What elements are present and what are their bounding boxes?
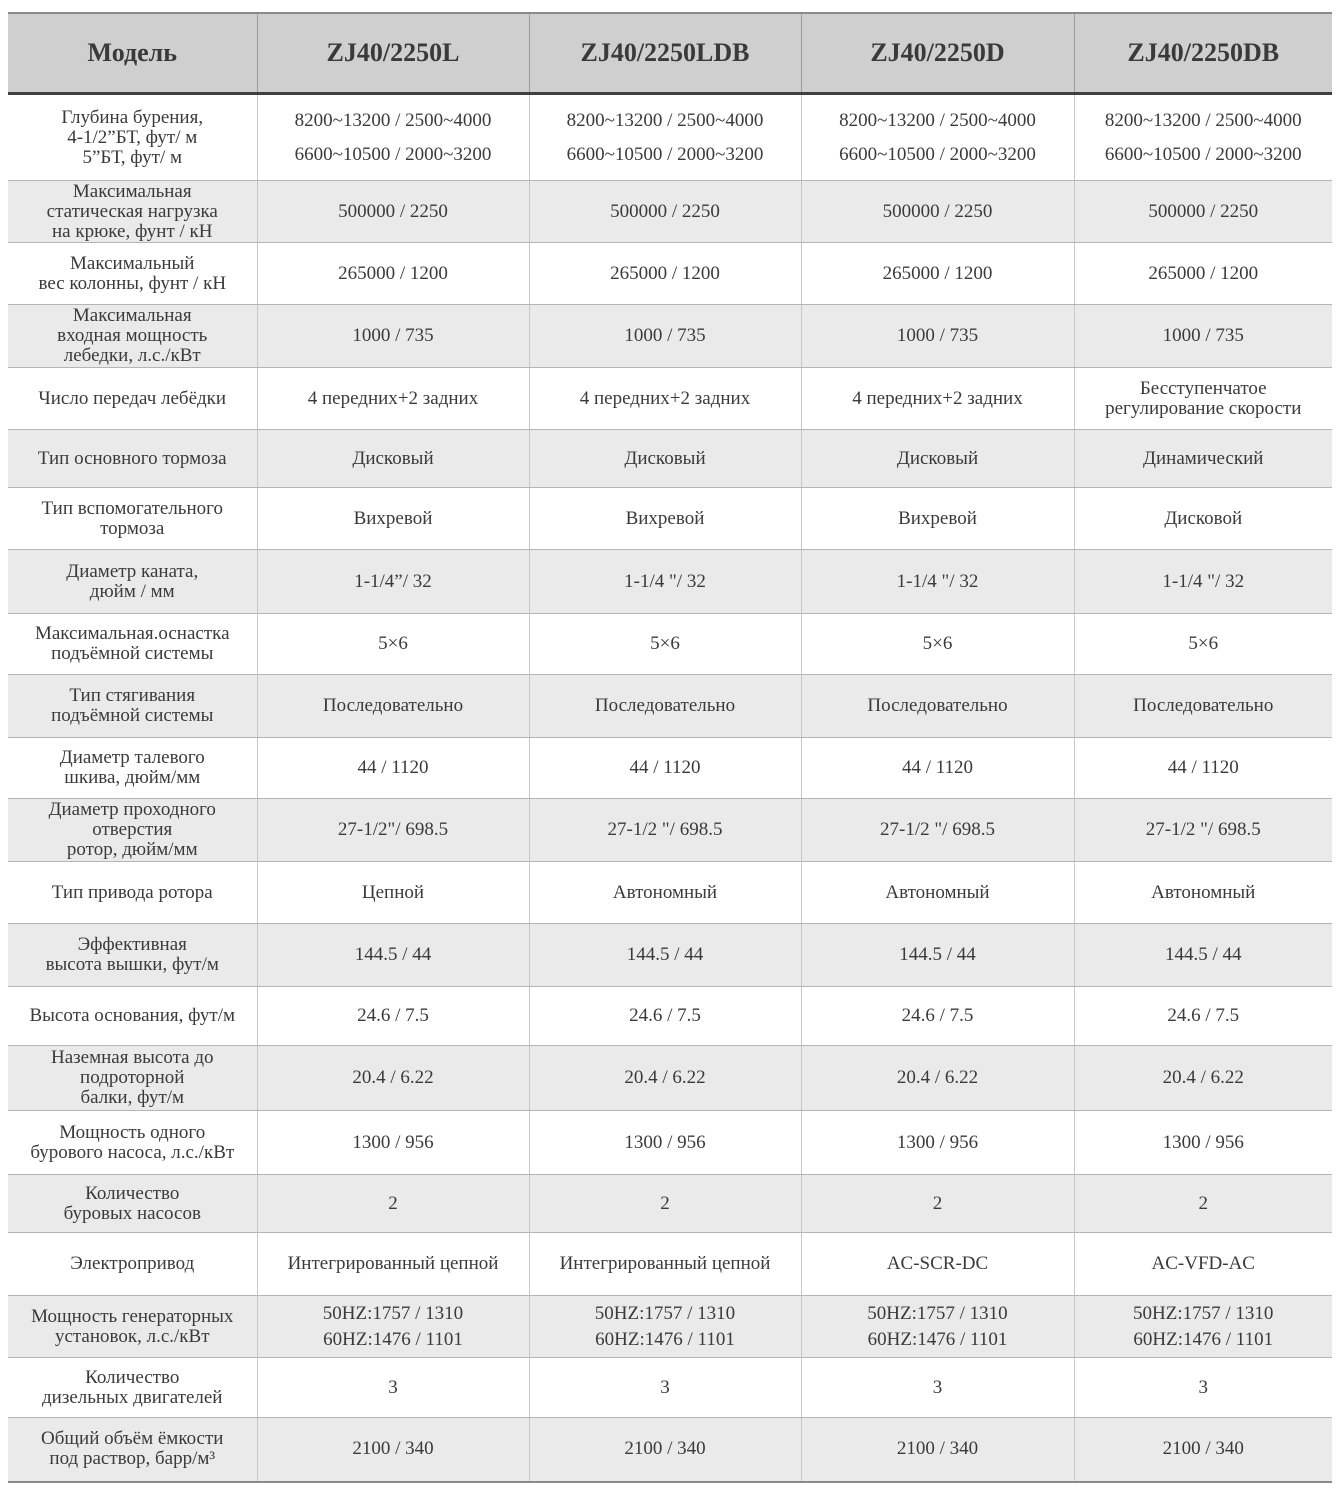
row-label-line: дюйм / мм (89, 580, 175, 602)
table-cell (529, 430, 801, 488)
cell-value: 3 (660, 1376, 670, 1398)
table-cell (529, 94, 801, 181)
table-cell (529, 738, 801, 799)
cell-value: 2100 / 340 (896, 1438, 979, 1460)
table-row (8, 1175, 1332, 1233)
table-cell (529, 181, 801, 243)
table-cell (257, 738, 529, 799)
row-label-line: Мощность одного (59, 1121, 206, 1143)
cell-value: Вихревой (625, 507, 705, 529)
cell-value: Дисковый (896, 447, 979, 469)
row-label-line: статическая нагрузка (46, 200, 218, 222)
cell-value: 2 (660, 1192, 670, 1214)
cell-value: 2100 / 340 (624, 1438, 706, 1460)
table-cell (257, 924, 529, 987)
table-cell (257, 243, 529, 305)
row-label-line: буровых насосов (63, 1202, 201, 1224)
table-cell (801, 1233, 1074, 1296)
row-label (8, 675, 257, 738)
row-label (8, 1358, 257, 1418)
row-label (8, 550, 257, 614)
row-label (8, 1296, 257, 1358)
table-row (8, 1111, 1332, 1175)
table-cell (801, 430, 1074, 488)
table-cell (529, 987, 801, 1046)
row-label-line: лебедки, л.с./кВт (63, 345, 201, 366)
table-row (8, 1046, 1332, 1111)
table-cell (801, 94, 1074, 181)
table-cell (801, 181, 1074, 243)
table-cell (257, 488, 529, 550)
row-label (8, 488, 257, 550)
table-cell (529, 1358, 801, 1418)
cell-value: 1-1/4 "/ 32 (624, 570, 706, 592)
cell-value: 8200~13200 / 2500~4000 (1104, 109, 1302, 131)
cell-value: 24.6 / 7.5 (1167, 1005, 1240, 1026)
cell-value: 50HZ:1757 / 1310 (594, 1302, 736, 1324)
row-label (8, 94, 257, 181)
spec-table (8, 12, 1332, 1483)
cell-value: 1-1/4 "/ 32 (896, 570, 979, 592)
table-cell (801, 924, 1074, 987)
row-label-line: под раствор, барр/м³ (49, 1448, 216, 1470)
table-header (8, 13, 1332, 94)
table-cell (529, 243, 801, 305)
row-label-line: Тип стягивания (69, 685, 196, 706)
row-label-line: Тип основного тормоза (37, 447, 227, 469)
row-label (8, 243, 257, 305)
cell-value: 20.4 / 6.22 (352, 1067, 434, 1088)
row-label (8, 368, 257, 430)
row-label-line: входная мощность (57, 325, 208, 346)
table-cell (1074, 550, 1332, 614)
table-cell (257, 675, 529, 738)
row-label (8, 1175, 257, 1233)
row-label-line: Мощность генераторных (31, 1305, 234, 1327)
table-cell (801, 1418, 1074, 1482)
row-label-line: высота вышки, фут/м (45, 954, 219, 975)
table-row (8, 430, 1332, 488)
cell-value: Вихревой (353, 507, 433, 529)
cell-value: 44 / 1120 (629, 757, 701, 778)
cell-value: 144.5 / 44 (354, 944, 432, 965)
header-row (8, 13, 1332, 94)
table-cell (801, 550, 1074, 614)
table-cell (1074, 1233, 1332, 1296)
row-label (8, 430, 257, 488)
row-label-line: отверстия (92, 819, 173, 840)
table-row (8, 987, 1332, 1046)
table-cell (257, 368, 529, 430)
table-row (8, 614, 1332, 675)
cell-value: 44 / 1120 (1167, 757, 1239, 778)
table-row (8, 1358, 1332, 1418)
cell-value: 6600~10500 / 2000~3200 (566, 143, 764, 165)
row-label-line: ротор, дюйм/мм (66, 839, 198, 860)
table-cell (1074, 862, 1332, 924)
table-cell (1074, 430, 1332, 488)
table-cell (801, 1046, 1074, 1111)
table-cell (529, 1111, 801, 1175)
table-cell (1074, 1046, 1332, 1111)
cell-value: 20.4 / 6.22 (624, 1067, 706, 1088)
cell-value: 1300 / 956 (624, 1131, 706, 1153)
row-label (8, 1418, 257, 1482)
row-label-line: установок, л.с./кВт (54, 1325, 210, 1347)
row-label-line: Тип вспомогательного (41, 497, 223, 519)
table-cell (1074, 181, 1332, 243)
table-cell (1074, 305, 1332, 368)
table-cell (1074, 799, 1332, 862)
cell-value: Интегрированный цепной (287, 1253, 499, 1274)
row-label-line: Максимальный (70, 252, 195, 274)
table-row (8, 243, 1332, 305)
cell-value: 20.4 / 6.22 (1162, 1067, 1244, 1088)
cell-value: 2 (932, 1192, 943, 1214)
row-label-line: вес колонны, фунт / кН (38, 272, 227, 294)
cell-value: 500000 / 2250 (1148, 200, 1259, 222)
cell-value: Автономный (1151, 881, 1256, 903)
row-label-line: подроторной (80, 1067, 185, 1088)
header-model-1: ZJ40/2250L (257, 13, 529, 94)
table-cell (529, 614, 801, 675)
row-label-line: Число передач лебёдки (38, 387, 227, 409)
row-label (8, 987, 257, 1046)
table-cell (1074, 1418, 1332, 1482)
cell-value: Последовательно (594, 695, 736, 716)
table-cell (801, 1296, 1074, 1358)
row-label-line: тормоза (100, 517, 165, 539)
row-label-line: 5”БТ, фут/ м (82, 146, 182, 168)
row-label-line: Диаметр каната, (66, 560, 199, 582)
cell-value: Бесступенчатое (1139, 377, 1267, 399)
cell-value: 8200~13200 / 2500~4000 (294, 109, 492, 131)
row-label-line: Высота основания, фут/м (29, 1005, 236, 1026)
table-cell (529, 1046, 801, 1111)
table-cell (257, 1418, 529, 1482)
table-cell (257, 1046, 529, 1111)
row-label-line: подъёмной системы (51, 643, 214, 664)
cell-value: 4 передних+2 задних (307, 387, 479, 409)
cell-value: 50HZ:1757 / 1310 (322, 1302, 464, 1324)
table-row (8, 550, 1332, 614)
table-cell (257, 1296, 529, 1358)
cell-value: 1300 / 956 (1162, 1131, 1244, 1153)
cell-value: 27-1/2 "/ 698.5 (607, 819, 723, 840)
table-cell (257, 862, 529, 924)
row-label-line: Тип привода ротора (51, 881, 213, 903)
table-cell (1074, 94, 1332, 181)
cell-value: 2100 / 340 (1162, 1438, 1244, 1460)
row-label (8, 1233, 257, 1296)
cell-value: 4 передних+2 задних (579, 387, 751, 409)
table-cell (529, 1175, 801, 1233)
cell-value: 60HZ:1476 / 1101 (323, 1328, 463, 1350)
table-cell (529, 305, 801, 368)
table-row (8, 1233, 1332, 1296)
cell-value: 2 (1198, 1192, 1208, 1214)
table-cell (529, 862, 801, 924)
cell-value: 6600~10500 / 2000~3200 (839, 143, 1036, 165)
cell-value: AC-VFD-AC (1151, 1253, 1255, 1274)
row-label (8, 738, 257, 799)
cell-value: 27-1/2"/ 698.5 (337, 819, 449, 840)
row-label-line: Максимальная (72, 305, 192, 326)
cell-value: 60HZ:1476 / 1101 (867, 1328, 1008, 1350)
row-label (8, 1046, 257, 1111)
cell-value: 1000 / 735 (1162, 325, 1244, 346)
cell-value: Дисковый (624, 447, 706, 469)
cell-value: AC-SCR-DC (886, 1253, 989, 1274)
table-cell (529, 368, 801, 430)
table-cell (257, 94, 529, 181)
table-cell (257, 1111, 529, 1175)
cell-value: 144.5 / 44 (1164, 944, 1242, 965)
row-label-line: Максимальная (72, 180, 192, 202)
table-cell (801, 614, 1074, 675)
table-cell (529, 1233, 801, 1296)
row-label-line: Электропривод (70, 1253, 195, 1274)
table-row (8, 305, 1332, 368)
table-cell (529, 1418, 801, 1482)
table-cell (529, 799, 801, 862)
table-cell (801, 1111, 1074, 1175)
table-cell (1074, 614, 1332, 675)
table-cell (257, 550, 529, 614)
cell-value: 265000 / 1200 (1148, 262, 1259, 284)
table-cell (801, 675, 1074, 738)
table-cell (801, 1175, 1074, 1233)
cell-value: 1-1/4”/ 32 (354, 570, 432, 592)
cell-value: Интегрированный цепной (559, 1253, 771, 1274)
cell-value: Последовательно (1133, 695, 1274, 716)
cell-value: 265000 / 1200 (882, 262, 993, 284)
cell-value: 60HZ:1476 / 1101 (1133, 1328, 1274, 1350)
cell-value: регулирование скорости (1105, 397, 1302, 419)
cell-value: 4 передних+2 задних (852, 387, 1023, 409)
cell-value: 27-1/2 "/ 698.5 (1145, 819, 1261, 840)
cell-value: 3 (1198, 1376, 1208, 1398)
row-label (8, 305, 257, 368)
row-label-line: Количество (85, 1182, 180, 1204)
table-cell (1074, 1111, 1332, 1175)
row-label-line: Диаметр талевого (59, 747, 205, 768)
row-label-line: Общий объём ёмкости (41, 1428, 224, 1450)
row-label-line: Количество (85, 1366, 180, 1388)
table-cell (1074, 368, 1332, 430)
table-row (8, 924, 1332, 987)
cell-value: 144.5 / 44 (899, 944, 976, 965)
table-cell (529, 1296, 801, 1358)
row-label-line: дизельных двигателей (42, 1386, 223, 1408)
cell-value: 500000 / 2250 (610, 200, 720, 222)
table-cell (801, 799, 1074, 862)
cell-value: 3 (388, 1376, 398, 1398)
table-row (8, 181, 1332, 243)
table-row (8, 1296, 1332, 1358)
table-cell (1074, 1358, 1332, 1418)
table-cell (801, 738, 1074, 799)
cell-value: 6600~10500 / 2000~3200 (1104, 143, 1302, 165)
table-cell (1074, 675, 1332, 738)
table-cell (257, 181, 529, 243)
row-label-line: 4-1/2”БТ, фут/ м (67, 126, 198, 148)
cell-value: Вихревой (898, 507, 977, 529)
table-body (8, 94, 1332, 1482)
cell-value: 60HZ:1476 / 1101 (595, 1328, 735, 1350)
table-cell (801, 1358, 1074, 1418)
table-row (8, 799, 1332, 862)
cell-value: 5×6 (922, 633, 953, 654)
cell-value: 500000 / 2250 (338, 200, 448, 222)
table-cell (801, 488, 1074, 550)
table-cell (801, 987, 1074, 1046)
table-cell (257, 1358, 529, 1418)
row-label-line: шкива, дюйм/мм (64, 767, 201, 788)
table-cell (257, 799, 529, 862)
cell-value: 2100 / 340 (352, 1438, 434, 1460)
row-label (8, 1111, 257, 1175)
row-label-line: Диаметр проходного (48, 799, 216, 820)
cell-value: 5×6 (378, 633, 408, 654)
table-cell (257, 614, 529, 675)
cell-value: Последовательно (322, 695, 464, 716)
table-cell (257, 305, 529, 368)
cell-value: 44 / 1120 (901, 757, 974, 778)
row-label-line: подъёмной системы (51, 705, 214, 726)
cell-value: 6600~10500 / 2000~3200 (294, 143, 492, 165)
table-cell (801, 243, 1074, 305)
row-label-line: Максимальная.оснастка (34, 623, 230, 644)
table-row (8, 488, 1332, 550)
table-row (8, 1418, 1332, 1482)
row-label (8, 799, 257, 862)
table-cell (257, 1233, 529, 1296)
table-cell (1074, 1175, 1332, 1233)
table-cell (1074, 738, 1332, 799)
table-cell (801, 305, 1074, 368)
cell-value: 20.4 / 6.22 (896, 1067, 979, 1088)
cell-value: 5×6 (1188, 633, 1219, 654)
cell-value: 50HZ:1757 / 1310 (867, 1302, 1008, 1324)
header-model-4: ZJ40/2250DB (1074, 13, 1332, 94)
table-cell (1074, 1296, 1332, 1358)
row-label (8, 862, 257, 924)
table-cell (1074, 924, 1332, 987)
cell-value: 5×6 (650, 633, 680, 654)
cell-value: Автономный (612, 881, 718, 903)
cell-value: 44 / 1120 (357, 757, 429, 778)
cell-value: 144.5 / 44 (626, 944, 704, 965)
header-model-2: ZJ40/2250LDB (529, 13, 801, 94)
table-cell (1074, 243, 1332, 305)
cell-value: Автономный (885, 881, 990, 903)
cell-value: 2 (388, 1192, 398, 1214)
row-label-line: на крюке, фунт / кН (51, 220, 213, 242)
cell-value: 27-1/2 "/ 698.5 (880, 819, 995, 840)
cell-value: Динамический (1143, 447, 1264, 469)
cell-value: Дисковый (352, 447, 434, 469)
cell-value: 1000 / 735 (624, 325, 706, 346)
table-cell (257, 430, 529, 488)
cell-value: Последовательно (867, 695, 1008, 716)
table-cell (257, 1175, 529, 1233)
cell-value: 24.6 / 7.5 (901, 1005, 974, 1026)
table-row (8, 862, 1332, 924)
header-model-label: Модель (8, 13, 257, 94)
table-cell (1074, 488, 1332, 550)
cell-value: 1300 / 956 (896, 1131, 979, 1153)
row-label-line: балки, фут/м (80, 1087, 185, 1108)
cell-value: Дисковой (1164, 507, 1243, 529)
row-label (8, 924, 257, 987)
table-cell (1074, 987, 1332, 1046)
cell-value: 8200~13200 / 2500~4000 (839, 109, 1036, 131)
row-label-line: Эффективная (77, 934, 187, 955)
table-cell (529, 675, 801, 738)
cell-value: 24.6 / 7.5 (629, 1005, 701, 1026)
table-cell (529, 550, 801, 614)
row-label (8, 614, 257, 675)
cell-value: 1-1/4 "/ 32 (1162, 570, 1245, 592)
cell-value: Цепной (361, 881, 425, 903)
table-row (8, 675, 1332, 738)
header-model-3: ZJ40/2250D (801, 13, 1074, 94)
table-cell (529, 488, 801, 550)
cell-value: 3 (932, 1376, 943, 1398)
cell-value: 1000 / 735 (896, 325, 979, 346)
table-row (8, 368, 1332, 430)
row-label-line: Наземная высота до (50, 1047, 214, 1068)
table-cell (257, 987, 529, 1046)
table-cell (529, 924, 801, 987)
cell-value: 500000 / 2250 (882, 200, 993, 222)
cell-value: 50HZ:1757 / 1310 (1133, 1302, 1274, 1324)
row-label-line: бурового насоса, л.с./кВт (30, 1141, 235, 1163)
table-row (8, 738, 1332, 799)
row-label (8, 181, 257, 243)
cell-value: 265000 / 1200 (338, 262, 448, 284)
table-cell (801, 862, 1074, 924)
table-cell (801, 368, 1074, 430)
row-label-line: Глубина бурения, (61, 106, 204, 128)
cell-value: 8200~13200 / 2500~4000 (566, 109, 764, 131)
cell-value: 1300 / 956 (352, 1131, 434, 1153)
cell-value: 1000 / 735 (352, 325, 434, 346)
cell-value: 265000 / 1200 (610, 262, 720, 284)
cell-value: 24.6 / 7.5 (357, 1005, 429, 1026)
table-row (8, 94, 1332, 181)
